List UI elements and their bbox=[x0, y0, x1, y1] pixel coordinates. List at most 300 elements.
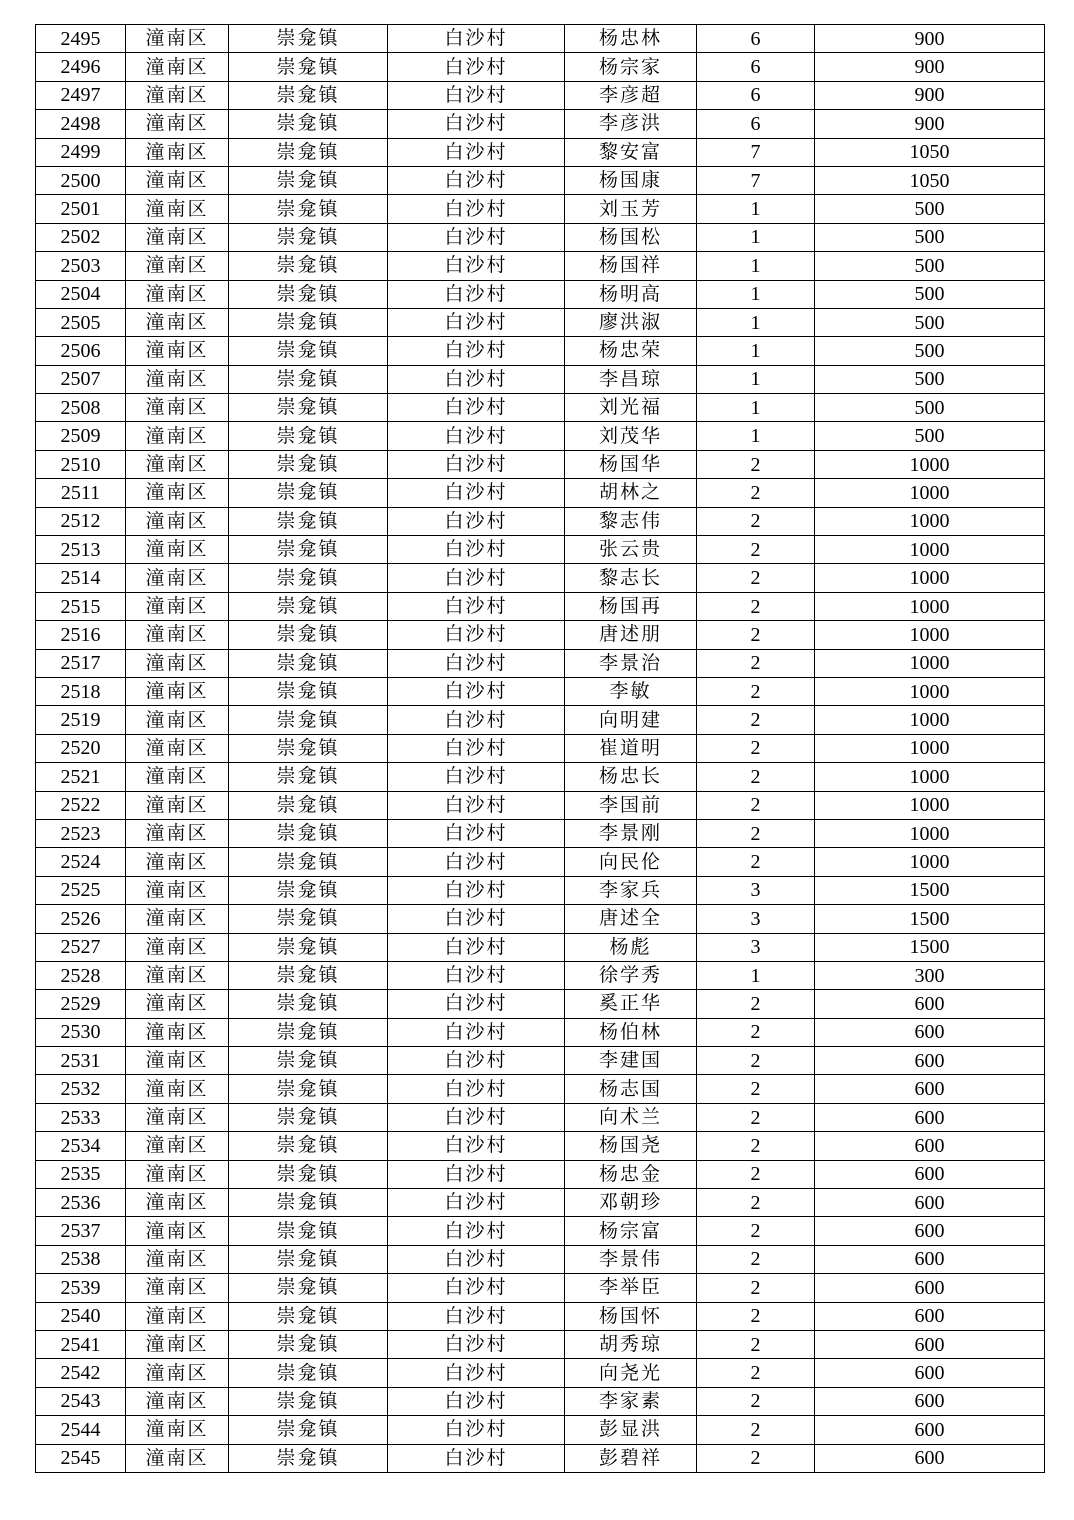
cell-serial-number: 2502 bbox=[36, 223, 126, 251]
cell-count: 2 bbox=[697, 507, 815, 535]
cell-person-name: 杨明高 bbox=[565, 280, 697, 308]
cell-town: 崇龛镇 bbox=[229, 394, 388, 422]
cell-person-name: 杨国华 bbox=[565, 450, 697, 478]
cell-count: 2 bbox=[697, 1132, 815, 1160]
cell-serial-number: 2517 bbox=[36, 649, 126, 677]
cell-village: 白沙村 bbox=[388, 1387, 565, 1415]
cell-amount: 600 bbox=[815, 1245, 1045, 1273]
cell-person-name: 唐述全 bbox=[565, 905, 697, 933]
table-row bbox=[36, 677, 1045, 705]
cell-town: 崇龛镇 bbox=[229, 564, 388, 592]
roster-table-body bbox=[36, 25, 1045, 1473]
cell-count: 2 bbox=[697, 564, 815, 592]
cell-serial-number: 2522 bbox=[36, 791, 126, 819]
cell-amount: 1000 bbox=[815, 536, 1045, 564]
cell-district: 潼南区 bbox=[126, 507, 229, 535]
cell-amount: 1000 bbox=[815, 479, 1045, 507]
cell-village: 白沙村 bbox=[388, 649, 565, 677]
cell-serial-number: 2525 bbox=[36, 876, 126, 904]
cell-district: 潼南区 bbox=[126, 53, 229, 81]
cell-serial-number: 2533 bbox=[36, 1103, 126, 1131]
table-row bbox=[36, 1444, 1045, 1472]
cell-person-name: 杨彪 bbox=[565, 933, 697, 961]
cell-village: 白沙村 bbox=[388, 1217, 565, 1245]
cell-district: 潼南区 bbox=[126, 677, 229, 705]
cell-village: 白沙村 bbox=[388, 1274, 565, 1302]
table-row bbox=[36, 621, 1045, 649]
cell-village: 白沙村 bbox=[388, 990, 565, 1018]
cell-serial-number: 2520 bbox=[36, 734, 126, 762]
cell-district: 潼南区 bbox=[126, 1302, 229, 1330]
cell-person-name: 杨志国 bbox=[565, 1075, 697, 1103]
cell-serial-number: 2509 bbox=[36, 422, 126, 450]
cell-amount: 600 bbox=[815, 1302, 1045, 1330]
cell-serial-number: 2507 bbox=[36, 365, 126, 393]
cell-person-name: 彭显洪 bbox=[565, 1416, 697, 1444]
cell-village: 白沙村 bbox=[388, 1330, 565, 1358]
cell-village: 白沙村 bbox=[388, 1189, 565, 1217]
table-row bbox=[36, 1018, 1045, 1046]
cell-district: 潼南区 bbox=[126, 1103, 229, 1131]
cell-town: 崇龛镇 bbox=[229, 961, 388, 989]
table-row bbox=[36, 876, 1045, 904]
cell-count: 2 bbox=[697, 677, 815, 705]
cell-serial-number: 2500 bbox=[36, 166, 126, 194]
cell-person-name: 杨忠荣 bbox=[565, 337, 697, 365]
table-row bbox=[36, 195, 1045, 223]
cell-serial-number: 2545 bbox=[36, 1444, 126, 1472]
cell-village: 白沙村 bbox=[388, 252, 565, 280]
cell-district: 潼南区 bbox=[126, 1387, 229, 1415]
table-row bbox=[36, 365, 1045, 393]
cell-village: 白沙村 bbox=[388, 1245, 565, 1273]
cell-district: 潼南区 bbox=[126, 763, 229, 791]
cell-amount: 600 bbox=[815, 1103, 1045, 1131]
cell-town: 崇龛镇 bbox=[229, 905, 388, 933]
cell-serial-number: 2530 bbox=[36, 1018, 126, 1046]
cell-serial-number: 2519 bbox=[36, 706, 126, 734]
cell-village: 白沙村 bbox=[388, 677, 565, 705]
table-row bbox=[36, 394, 1045, 422]
cell-serial-number: 2513 bbox=[36, 536, 126, 564]
cell-amount: 600 bbox=[815, 1132, 1045, 1160]
cell-district: 潼南区 bbox=[126, 450, 229, 478]
table-row bbox=[36, 819, 1045, 847]
cell-count: 2 bbox=[697, 1018, 815, 1046]
cell-town: 崇龛镇 bbox=[229, 138, 388, 166]
cell-person-name: 杨宗家 bbox=[565, 53, 697, 81]
cell-district: 潼南区 bbox=[126, 876, 229, 904]
cell-district: 潼南区 bbox=[126, 1444, 229, 1472]
cell-amount: 500 bbox=[815, 394, 1045, 422]
cell-district: 潼南区 bbox=[126, 252, 229, 280]
cell-amount: 600 bbox=[815, 1217, 1045, 1245]
cell-district: 潼南区 bbox=[126, 905, 229, 933]
cell-count: 2 bbox=[697, 450, 815, 478]
cell-village: 白沙村 bbox=[388, 876, 565, 904]
cell-district: 潼南区 bbox=[126, 166, 229, 194]
cell-village: 白沙村 bbox=[388, 1359, 565, 1387]
table-row bbox=[36, 166, 1045, 194]
cell-village: 白沙村 bbox=[388, 110, 565, 138]
cell-town: 崇龛镇 bbox=[229, 734, 388, 762]
cell-town: 崇龛镇 bbox=[229, 791, 388, 819]
cell-serial-number: 2512 bbox=[36, 507, 126, 535]
cell-amount: 600 bbox=[815, 1075, 1045, 1103]
cell-count: 2 bbox=[697, 1103, 815, 1131]
cell-village: 白沙村 bbox=[388, 138, 565, 166]
cell-count: 2 bbox=[697, 763, 815, 791]
cell-count: 1 bbox=[697, 961, 815, 989]
cell-amount: 500 bbox=[815, 337, 1045, 365]
cell-village: 白沙村 bbox=[388, 621, 565, 649]
cell-district: 潼南区 bbox=[126, 1274, 229, 1302]
table-row bbox=[36, 1387, 1045, 1415]
cell-district: 潼南区 bbox=[126, 791, 229, 819]
cell-town: 崇龛镇 bbox=[229, 763, 388, 791]
cell-count: 2 bbox=[697, 1416, 815, 1444]
cell-person-name: 黎安富 bbox=[565, 138, 697, 166]
table-row bbox=[36, 479, 1045, 507]
cell-count: 1 bbox=[697, 223, 815, 251]
cell-village: 白沙村 bbox=[388, 1047, 565, 1075]
roster-table bbox=[35, 24, 1045, 1473]
cell-amount: 1000 bbox=[815, 592, 1045, 620]
cell-town: 崇龛镇 bbox=[229, 365, 388, 393]
cell-town: 崇龛镇 bbox=[229, 1103, 388, 1131]
cell-amount: 1050 bbox=[815, 138, 1045, 166]
cell-district: 潼南区 bbox=[126, 1075, 229, 1103]
cell-amount: 1000 bbox=[815, 621, 1045, 649]
table-row bbox=[36, 507, 1045, 535]
cell-village: 白沙村 bbox=[388, 961, 565, 989]
cell-serial-number: 2531 bbox=[36, 1047, 126, 1075]
cell-count: 6 bbox=[697, 81, 815, 109]
cell-amount: 1000 bbox=[815, 848, 1045, 876]
cell-district: 潼南区 bbox=[126, 1330, 229, 1358]
cell-district: 潼南区 bbox=[126, 1245, 229, 1273]
cell-village: 白沙村 bbox=[388, 195, 565, 223]
cell-person-name: 黎志伟 bbox=[565, 507, 697, 535]
cell-person-name: 张云贵 bbox=[565, 536, 697, 564]
cell-person-name: 杨忠长 bbox=[565, 763, 697, 791]
cell-count: 2 bbox=[697, 479, 815, 507]
cell-district: 潼南区 bbox=[126, 961, 229, 989]
cell-amount: 600 bbox=[815, 1359, 1045, 1387]
cell-serial-number: 2529 bbox=[36, 990, 126, 1018]
cell-town: 崇龛镇 bbox=[229, 422, 388, 450]
cell-amount: 600 bbox=[815, 990, 1045, 1018]
cell-person-name: 廖洪淑 bbox=[565, 308, 697, 336]
cell-town: 崇龛镇 bbox=[229, 1047, 388, 1075]
cell-count: 3 bbox=[697, 876, 815, 904]
cell-town: 崇龛镇 bbox=[229, 53, 388, 81]
cell-count: 2 bbox=[697, 1075, 815, 1103]
cell-town: 崇龛镇 bbox=[229, 1160, 388, 1188]
cell-count: 2 bbox=[697, 1274, 815, 1302]
cell-amount: 1050 bbox=[815, 166, 1045, 194]
cell-serial-number: 2535 bbox=[36, 1160, 126, 1188]
cell-village: 白沙村 bbox=[388, 365, 565, 393]
table-row bbox=[36, 1359, 1045, 1387]
cell-district: 潼南区 bbox=[126, 1160, 229, 1188]
cell-serial-number: 2518 bbox=[36, 677, 126, 705]
cell-town: 崇龛镇 bbox=[229, 1217, 388, 1245]
cell-amount: 1000 bbox=[815, 507, 1045, 535]
cell-town: 崇龛镇 bbox=[229, 1387, 388, 1415]
cell-serial-number: 2543 bbox=[36, 1387, 126, 1415]
cell-serial-number: 2542 bbox=[36, 1359, 126, 1387]
cell-village: 白沙村 bbox=[388, 1103, 565, 1131]
cell-village: 白沙村 bbox=[388, 1160, 565, 1188]
cell-district: 潼南区 bbox=[126, 25, 229, 53]
cell-count: 3 bbox=[697, 933, 815, 961]
cell-village: 白沙村 bbox=[388, 81, 565, 109]
cell-village: 白沙村 bbox=[388, 25, 565, 53]
cell-person-name: 唐述朋 bbox=[565, 621, 697, 649]
cell-count: 1 bbox=[697, 308, 815, 336]
cell-serial-number: 2510 bbox=[36, 450, 126, 478]
cell-amount: 1000 bbox=[815, 564, 1045, 592]
table-row bbox=[36, 1132, 1045, 1160]
cell-town: 崇龛镇 bbox=[229, 621, 388, 649]
cell-amount: 500 bbox=[815, 280, 1045, 308]
cell-serial-number: 2536 bbox=[36, 1189, 126, 1217]
cell-person-name: 杨伯林 bbox=[565, 1018, 697, 1046]
cell-serial-number: 2498 bbox=[36, 110, 126, 138]
cell-count: 3 bbox=[697, 905, 815, 933]
table-row bbox=[36, 564, 1045, 592]
cell-amount: 1000 bbox=[815, 677, 1045, 705]
cell-amount: 500 bbox=[815, 365, 1045, 393]
table-row bbox=[36, 1160, 1045, 1188]
cell-district: 潼南区 bbox=[126, 1189, 229, 1217]
cell-count: 6 bbox=[697, 25, 815, 53]
cell-person-name: 李景治 bbox=[565, 649, 697, 677]
cell-village: 白沙村 bbox=[388, 536, 565, 564]
cell-person-name: 胡林之 bbox=[565, 479, 697, 507]
cell-district: 潼南区 bbox=[126, 536, 229, 564]
cell-district: 潼南区 bbox=[126, 479, 229, 507]
cell-town: 崇龛镇 bbox=[229, 195, 388, 223]
table-row bbox=[36, 337, 1045, 365]
cell-person-name: 黎志长 bbox=[565, 564, 697, 592]
table-row bbox=[36, 791, 1045, 819]
cell-town: 崇龛镇 bbox=[229, 706, 388, 734]
cell-town: 崇龛镇 bbox=[229, 1274, 388, 1302]
cell-person-name: 李建国 bbox=[565, 1047, 697, 1075]
cell-count: 2 bbox=[697, 1330, 815, 1358]
cell-count: 1 bbox=[697, 394, 815, 422]
cell-person-name: 杨宗富 bbox=[565, 1217, 697, 1245]
cell-person-name: 杨国祥 bbox=[565, 252, 697, 280]
cell-district: 潼南区 bbox=[126, 990, 229, 1018]
cell-person-name: 杨国松 bbox=[565, 223, 697, 251]
cell-count: 2 bbox=[697, 1160, 815, 1188]
cell-town: 崇龛镇 bbox=[229, 252, 388, 280]
table-row bbox=[36, 252, 1045, 280]
cell-town: 崇龛镇 bbox=[229, 1444, 388, 1472]
cell-district: 潼南区 bbox=[126, 1217, 229, 1245]
cell-district: 潼南区 bbox=[126, 819, 229, 847]
table-row bbox=[36, 961, 1045, 989]
cell-amount: 600 bbox=[815, 1047, 1045, 1075]
cell-amount: 600 bbox=[815, 1416, 1045, 1444]
cell-amount: 1000 bbox=[815, 706, 1045, 734]
cell-village: 白沙村 bbox=[388, 848, 565, 876]
table-row bbox=[36, 1103, 1045, 1131]
cell-person-name: 杨忠金 bbox=[565, 1160, 697, 1188]
cell-count: 6 bbox=[697, 53, 815, 81]
cell-serial-number: 2526 bbox=[36, 905, 126, 933]
cell-village: 白沙村 bbox=[388, 394, 565, 422]
cell-serial-number: 2497 bbox=[36, 81, 126, 109]
cell-count: 2 bbox=[697, 734, 815, 762]
cell-count: 2 bbox=[697, 1302, 815, 1330]
cell-amount: 600 bbox=[815, 1189, 1045, 1217]
cell-count: 2 bbox=[697, 649, 815, 677]
table-row bbox=[36, 450, 1045, 478]
cell-district: 潼南区 bbox=[126, 1018, 229, 1046]
cell-village: 白沙村 bbox=[388, 308, 565, 336]
cell-district: 潼南区 bbox=[126, 734, 229, 762]
cell-serial-number: 2504 bbox=[36, 280, 126, 308]
cell-district: 潼南区 bbox=[126, 308, 229, 336]
cell-amount: 600 bbox=[815, 1160, 1045, 1188]
table-row bbox=[36, 1302, 1045, 1330]
table-row bbox=[36, 53, 1045, 81]
cell-count: 1 bbox=[697, 422, 815, 450]
cell-amount: 500 bbox=[815, 422, 1045, 450]
cell-count: 2 bbox=[697, 1387, 815, 1415]
table-row bbox=[36, 734, 1045, 762]
cell-amount: 900 bbox=[815, 25, 1045, 53]
cell-town: 崇龛镇 bbox=[229, 649, 388, 677]
cell-person-name: 刘玉芳 bbox=[565, 195, 697, 223]
cell-town: 崇龛镇 bbox=[229, 677, 388, 705]
cell-serial-number: 2505 bbox=[36, 308, 126, 336]
cell-count: 2 bbox=[697, 621, 815, 649]
table-row bbox=[36, 81, 1045, 109]
cell-amount: 1500 bbox=[815, 933, 1045, 961]
cell-town: 崇龛镇 bbox=[229, 1359, 388, 1387]
cell-district: 潼南区 bbox=[126, 280, 229, 308]
cell-town: 崇龛镇 bbox=[229, 223, 388, 251]
cell-serial-number: 2501 bbox=[36, 195, 126, 223]
cell-town: 崇龛镇 bbox=[229, 1245, 388, 1273]
cell-serial-number: 2523 bbox=[36, 819, 126, 847]
cell-amount: 600 bbox=[815, 1444, 1045, 1472]
cell-count: 2 bbox=[697, 592, 815, 620]
cell-village: 白沙村 bbox=[388, 479, 565, 507]
cell-town: 崇龛镇 bbox=[229, 848, 388, 876]
cell-amount: 1500 bbox=[815, 876, 1045, 904]
cell-count: 1 bbox=[697, 195, 815, 223]
cell-person-name: 奚正华 bbox=[565, 990, 697, 1018]
table-row bbox=[36, 1330, 1045, 1358]
cell-village: 白沙村 bbox=[388, 763, 565, 791]
cell-town: 崇龛镇 bbox=[229, 337, 388, 365]
cell-serial-number: 2514 bbox=[36, 564, 126, 592]
cell-district: 潼南区 bbox=[126, 621, 229, 649]
cell-serial-number: 2541 bbox=[36, 1330, 126, 1358]
cell-amount: 500 bbox=[815, 252, 1045, 280]
cell-district: 潼南区 bbox=[126, 195, 229, 223]
cell-district: 潼南区 bbox=[126, 1047, 229, 1075]
cell-count: 6 bbox=[697, 110, 815, 138]
cell-village: 白沙村 bbox=[388, 1416, 565, 1444]
cell-count: 2 bbox=[697, 1359, 815, 1387]
cell-district: 潼南区 bbox=[126, 110, 229, 138]
cell-village: 白沙村 bbox=[388, 819, 565, 847]
cell-amount: 900 bbox=[815, 81, 1045, 109]
table-row bbox=[36, 933, 1045, 961]
cell-district: 潼南区 bbox=[126, 564, 229, 592]
cell-serial-number: 2511 bbox=[36, 479, 126, 507]
cell-serial-number: 2544 bbox=[36, 1416, 126, 1444]
cell-person-name: 李彦超 bbox=[565, 81, 697, 109]
cell-village: 白沙村 bbox=[388, 592, 565, 620]
cell-serial-number: 2506 bbox=[36, 337, 126, 365]
cell-district: 潼南区 bbox=[126, 81, 229, 109]
cell-serial-number: 2515 bbox=[36, 592, 126, 620]
cell-town: 崇龛镇 bbox=[229, 990, 388, 1018]
table-row bbox=[36, 422, 1045, 450]
table-row bbox=[36, 905, 1045, 933]
cell-town: 崇龛镇 bbox=[229, 81, 388, 109]
cell-amount: 900 bbox=[815, 110, 1045, 138]
cell-serial-number: 2495 bbox=[36, 25, 126, 53]
cell-amount: 1500 bbox=[815, 905, 1045, 933]
cell-person-name: 李景刚 bbox=[565, 819, 697, 847]
cell-town: 崇龛镇 bbox=[229, 110, 388, 138]
cell-amount: 600 bbox=[815, 1274, 1045, 1302]
cell-count: 1 bbox=[697, 337, 815, 365]
table-row bbox=[36, 763, 1045, 791]
cell-amount: 600 bbox=[815, 1387, 1045, 1415]
cell-town: 崇龛镇 bbox=[229, 1302, 388, 1330]
cell-serial-number: 2524 bbox=[36, 848, 126, 876]
cell-person-name: 李敏 bbox=[565, 677, 697, 705]
cell-town: 崇龛镇 bbox=[229, 1075, 388, 1103]
table-row bbox=[36, 1416, 1045, 1444]
cell-count: 7 bbox=[697, 166, 815, 194]
cell-town: 崇龛镇 bbox=[229, 536, 388, 564]
table-row bbox=[36, 1189, 1045, 1217]
cell-amount: 900 bbox=[815, 53, 1045, 81]
cell-village: 白沙村 bbox=[388, 337, 565, 365]
cell-town: 崇龛镇 bbox=[229, 1189, 388, 1217]
table-row bbox=[36, 649, 1045, 677]
cell-village: 白沙村 bbox=[388, 450, 565, 478]
cell-person-name: 杨国怀 bbox=[565, 1302, 697, 1330]
cell-person-name: 徐学秀 bbox=[565, 961, 697, 989]
cell-district: 潼南区 bbox=[126, 422, 229, 450]
cell-village: 白沙村 bbox=[388, 1075, 565, 1103]
cell-village: 白沙村 bbox=[388, 791, 565, 819]
cell-person-name: 向尧光 bbox=[565, 1359, 697, 1387]
cell-amount: 300 bbox=[815, 961, 1045, 989]
cell-count: 7 bbox=[697, 138, 815, 166]
cell-village: 白沙村 bbox=[388, 706, 565, 734]
cell-village: 白沙村 bbox=[388, 1444, 565, 1472]
table-row bbox=[36, 1245, 1045, 1273]
cell-count: 2 bbox=[697, 819, 815, 847]
cell-count: 2 bbox=[697, 1444, 815, 1472]
table-row bbox=[36, 25, 1045, 53]
table-row bbox=[36, 848, 1045, 876]
cell-town: 崇龛镇 bbox=[229, 25, 388, 53]
